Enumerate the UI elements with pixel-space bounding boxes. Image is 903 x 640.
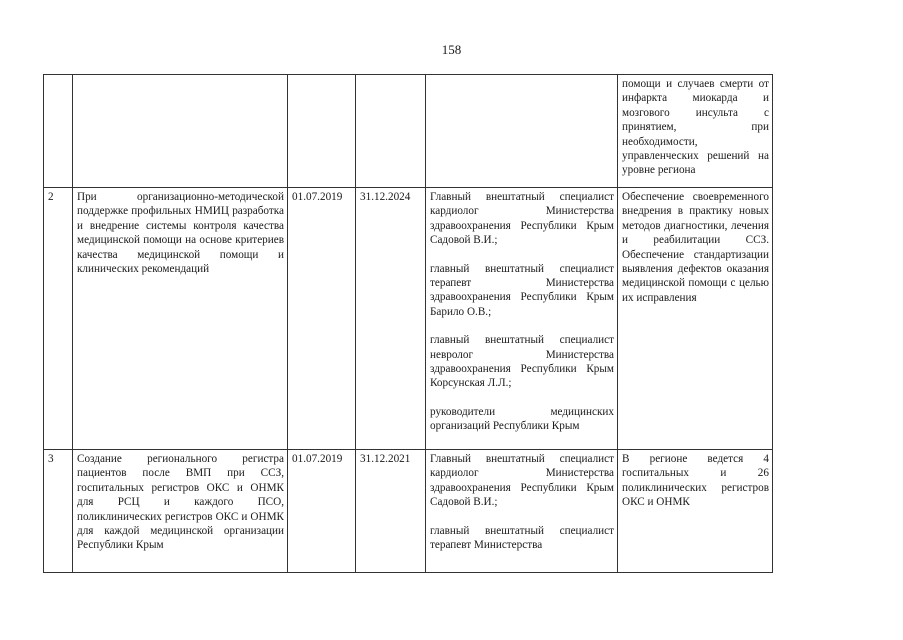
row-number-cell: 3 xyxy=(44,450,73,573)
row-number-cell: 2 xyxy=(44,188,73,450)
responsible-person: Главный внештатный специалист кардиолог Министерства здравоохранения Республики Крым Садовой В.И.; xyxy=(430,191,614,247)
end-date-cell: 31.12.2021 xyxy=(356,450,426,573)
responsible-cell xyxy=(426,450,618,573)
table-row xyxy=(44,450,773,573)
result-cell: В регионе ведется 4 госпитальных и 26 поликлинических регистров ОКС и ОНМК xyxy=(618,450,773,573)
responsible-person: главный внештатный специалист невролог Министерства здравоохранения Республики Крым Корсунская Л.Л.; xyxy=(430,334,614,390)
result-cell: Обеспечение своевременного внедрения в практику новых методов диагностики, лечения и реабилитации ССЗ. Обеспечение стандартизации выявления дефектов оказания медицинской помощи с целью их исправления xyxy=(618,188,773,450)
responsible-person: главный внештатный специалист терапевт Министерства xyxy=(430,524,614,552)
table-row xyxy=(44,188,773,450)
table-row xyxy=(44,75,773,188)
measures-table xyxy=(43,74,773,573)
row-number-cell xyxy=(44,75,73,188)
event-cell: При организационно-методической поддержке профильных НМИЦ разработка и внедрение системы контроля качества медицинской помощи на основе критериев качества медицинской помощи и клинических рекомендаций xyxy=(73,188,288,450)
result-cell: помощи и случаев смерти от инфаркта миокарда и мозгового инсульта с принятием, при необходимости, управленческих решений на уровне региона xyxy=(618,75,773,188)
start-date-cell: 01.07.2019 xyxy=(288,450,356,573)
responsible-person: Главный внештатный специалист кардиолог Министерства здравоохранения Республики Крым Садовой В.И.; xyxy=(430,453,614,509)
end-date-cell xyxy=(356,75,426,188)
start-date-cell: 01.07.2019 xyxy=(288,188,356,450)
responsible-cell xyxy=(426,188,618,450)
event-cell: Создание регионального регистра пациентов после ВМП при ССЗ, госпитальных регистров ОКС и ОНМК для РСЦ и каждого ПСО, поликлинических регистров ОКС и ОНМК для каждой медицинской организации Республики Крым xyxy=(73,450,288,573)
responsible-person: главный внештатный специалист терапевт Министерства здравоохранения Республики Крым Барило О.В.; xyxy=(430,262,614,318)
event-cell xyxy=(73,75,288,188)
start-date-cell xyxy=(288,75,356,188)
page-number: 158 xyxy=(441,42,462,57)
responsible-cell xyxy=(426,75,618,188)
responsible-person: руководители медицинских организаций Республики Крым xyxy=(430,405,614,433)
end-date-cell: 31.12.2024 xyxy=(356,188,426,450)
